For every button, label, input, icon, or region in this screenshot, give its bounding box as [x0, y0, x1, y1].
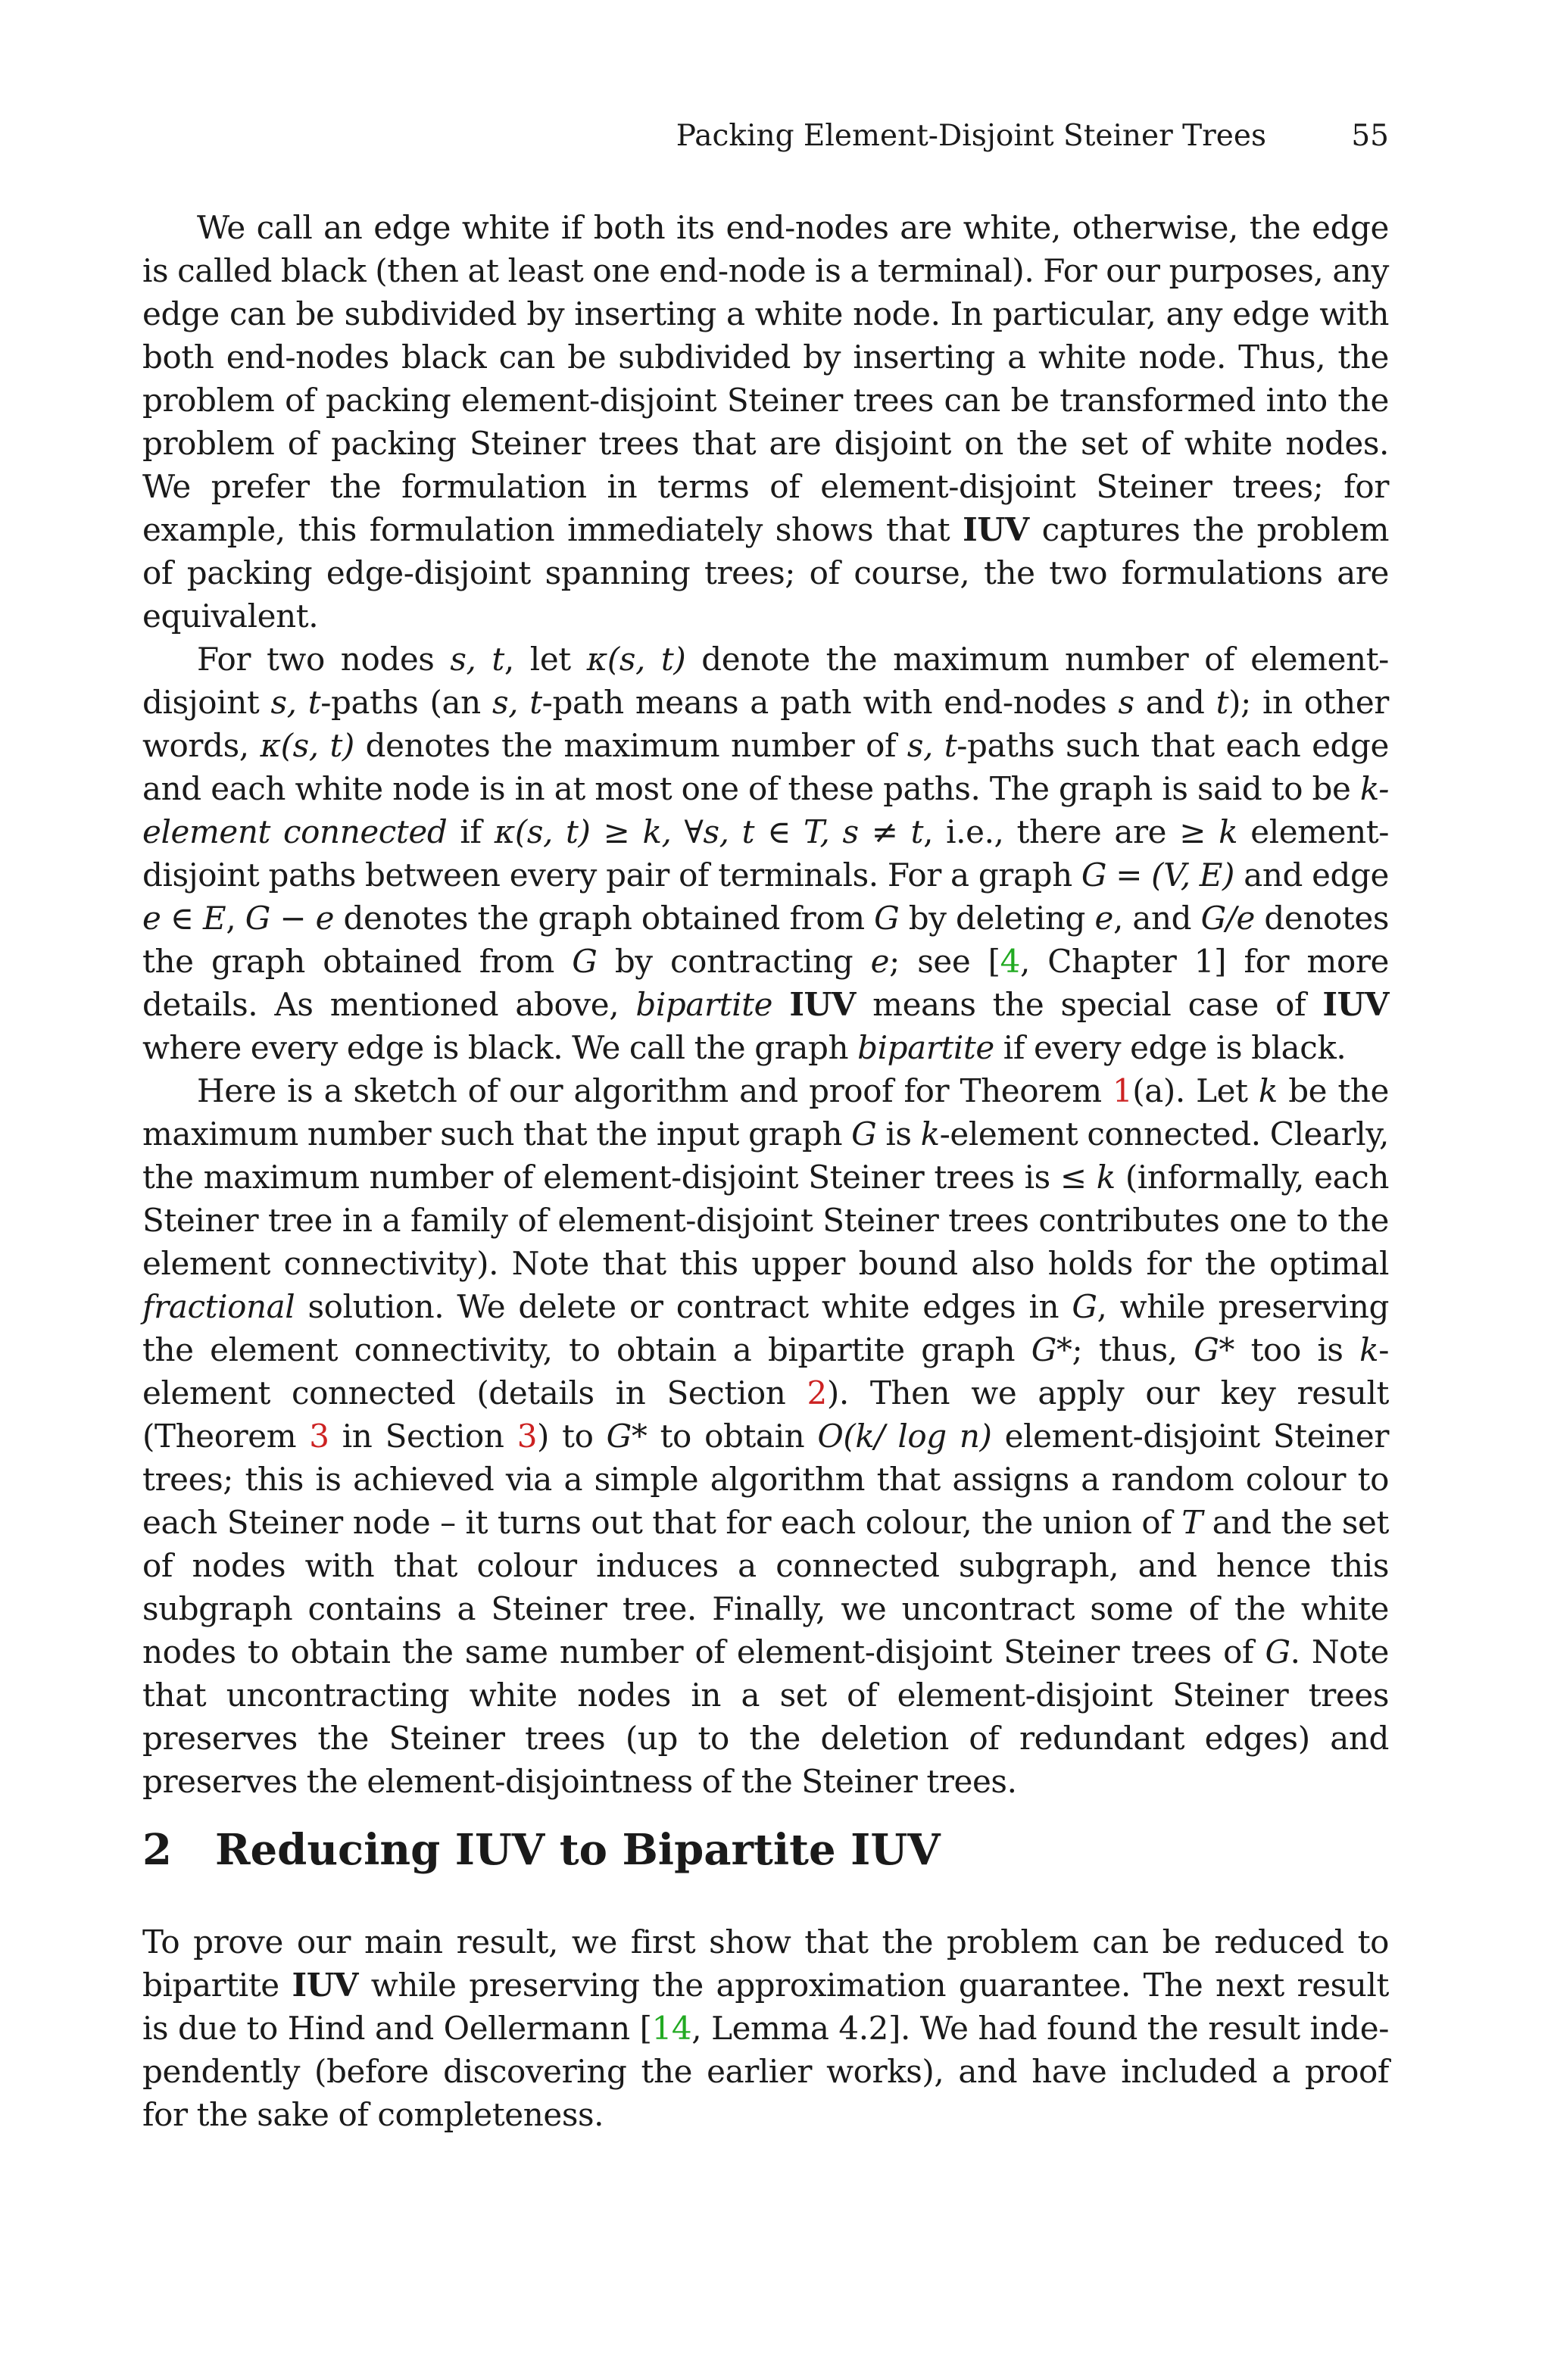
running-head: [142, 114, 1389, 159]
section-title: Reducing IUV to Bipartite IUV: [215, 1825, 941, 1875]
k-element-connected-term: k-element connected: [142, 770, 1389, 850]
paragraph-algorithm-sketch: Here is a sketch of our algorithm and proof for Theorem 1(a). Let k be the maximum number such that the input graph G is k-element connected. Clearly, the maximum number of element-disjoint Steiner trees is ≤ k (informally, each Steiner tree in a family of element-disjoint Steiner trees contributes one to the element connectivity). Note that this upper bound also holds for the optimal fractional solution. We delete or contract white edges in G, while preserving the element connectivity, to obtain a bipartite graph G*; thus, G* too is k-element connected (details in Section 2). Then we apply our key result (Theorem 3 in Section 3) to G* to obtain O(k/ log n) element-disjoint Steiner trees; this is achieved via a simple algorithm that assigns a random colour to each Steiner node – it turns out that for each colour, the union of T and the set of nodes with that colour induces a connected subgraph, and hence this subgraph contains a Steiner tree. Finally, we uncontract some of the white nodes to obtain the same number of element-disjoint Steiner trees of G. Note that uncontracting white nodes in a set of element-disjoint Steiner trees preserves the Steiner trees (up to the deletion of redundant edges) and preserves the element-disjointness of the Steiner trees.: [142, 1072, 1390, 1800]
citation-link[interactable]: 14: [651, 2010, 692, 2047]
section-link[interactable]: 2: [807, 1374, 827, 1411]
section-number: 2: [142, 1825, 172, 1875]
citation-link[interactable]: 4: [1000, 943, 1020, 980]
body-text-upper: [142, 206, 1389, 1803]
paragraph-reduction-intro: To prove our main result, we first show that the problem can be reduced to bipartite IUV while preserving the approximation guarantee. The next result is due to Hind and Oellermann [14, Lemma 4.2]. We had found the result inde-pendently (before discovering the earlier works), and have included a proof for the sake of completeness.: [142, 1923, 1389, 2133]
paragraph-edge-colours: We call an edge white if both its end-nodes are white, otherwise, the edge is called black (then at least one end-node is a terminal). For our purposes, any edge can be subdivided by inserting a white node. In particular, any edge with both end-nodes black can be subdivided by inserting a white node. Thus, the problem of packing element-disjoint Steiner trees can be transformed into the problem of packing Steiner trees that are disjoint on the set of white nodes. We prefer the formulation in terms of element-disjoint Steiner trees; for example, this formulation immediately shows that IUV captures the problem of packing edge-disjoint spanning trees; of course, the two formulations are equivalent.: [142, 209, 1390, 635]
theorem-link[interactable]: 3: [309, 1418, 329, 1455]
iuv-term: IUV: [963, 511, 1029, 548]
theorem-link[interactable]: 1: [1112, 1072, 1133, 1109]
paragraph-element-connectivity: For two nodes s, t, let κ(s, t) denote the maximum number of element-disjoint s, t-paths (an s, t-path means a path with end-nodes s and t); in other words, κ(s, t) denotes the maximum number of s, t-paths such that each edge and each white node is in at most one of these paths. The graph is said to be k-element connected if κ(s, t) ≥ k, ∀s, t ∈ T, s ≠ t, i.e., there are ≥ k element-disjoint paths between every pair of terminals. For a graph G = (V, E) and edge e ∈ E, G − e denotes the graph obtained from G by deleting e, and G/e denotes the graph obtained from G by contracting e; see [4, Chapter 1] for more details. As mentioned above, bipartite IUV means the special case of IUV where every edge is black. We call the graph bipartite if every edge is black.: [142, 641, 1390, 1066]
page-number: 55: [1351, 119, 1389, 153]
body-text-lower: [142, 1920, 1389, 2136]
section-link[interactable]: 3: [516, 1418, 538, 1455]
section-heading: [142, 1823, 1389, 1876]
running-title: Packing Element-Disjoint Steiner Trees: [676, 119, 1266, 153]
